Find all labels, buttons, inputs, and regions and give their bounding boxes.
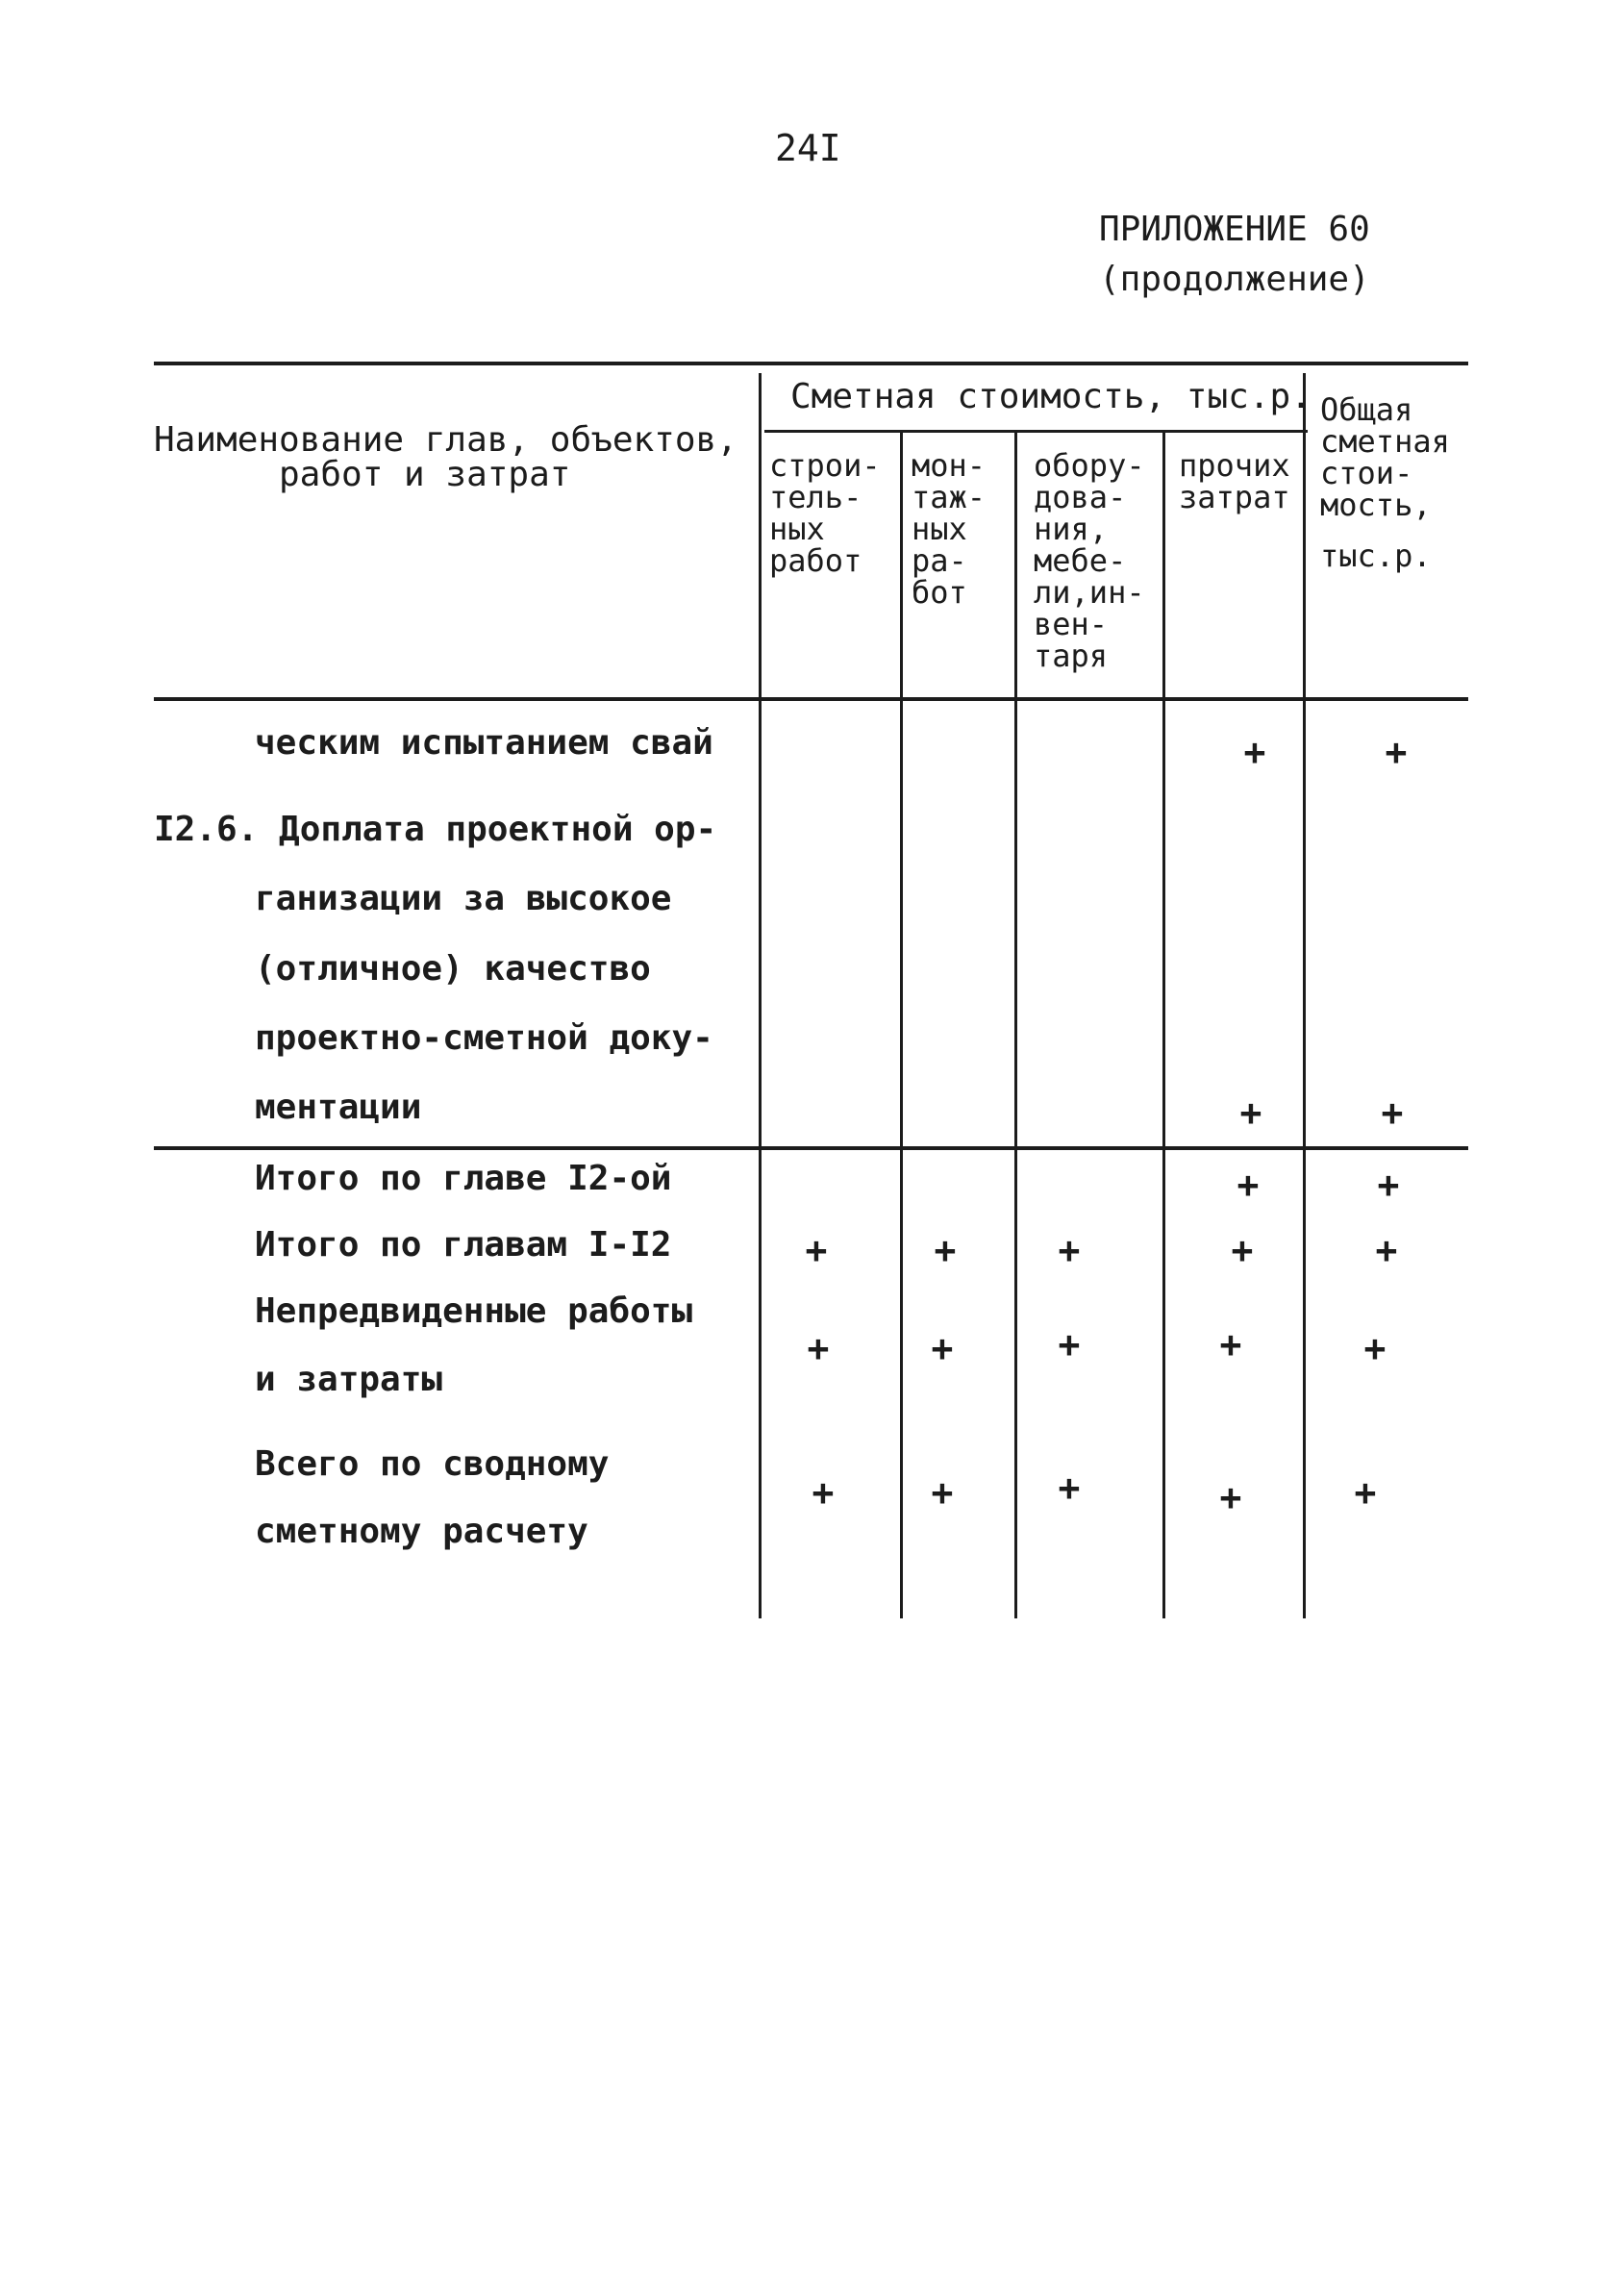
table-cell-mark: + [1058,1466,1081,1509]
table-cell-mark: + [1058,1323,1081,1365]
table-row-label: Итого по главам I-I2 [255,1225,672,1265]
page-number: 24I [775,127,841,169]
appendix-subtitle: (продолжение) [1099,260,1370,299]
appendix-title: ПРИЛОЖЕНИЕ 60 [1099,210,1370,249]
table-cell-mark: + [934,1229,957,1271]
col-divider-2 [900,433,903,1618]
table-cell-mark: + [1375,1229,1398,1271]
table-row-label: сметному расчету [255,1512,588,1551]
table-cell-mark: + [1243,731,1266,773]
header-bottom-rule [154,697,1468,701]
name-column-header: Наименование глав, объектов, работ и затрат [154,420,737,494]
table-cell-mark: + [931,1327,954,1369]
table-row-label: Итого по главе I2-ой [255,1159,672,1198]
table-cell-mark: + [1377,1164,1400,1206]
table-cell-mark: + [1354,1471,1377,1514]
table-row-label: Всего по сводному [255,1444,610,1484]
table-row-label: ментации [255,1088,422,1127]
table-row-label: ганизации за высокое [255,879,672,918]
subheader-construction: строи- тель- ных работ [769,447,881,579]
table-row-label: Непредвиденные работы [255,1291,693,1331]
subheader-installation: мон- таж- ных ра- бот [912,447,987,611]
table-cell-mark: + [1219,1323,1242,1365]
table-row-label: и затраты [255,1360,443,1399]
col-divider-5 [1303,373,1306,1618]
table-row-label: ческим испытанием свай [255,723,713,763]
table-row-label: I2.6. Доплата проектной ор- [154,810,717,849]
table-cell-mark: + [1219,1476,1242,1518]
subheader-other-costs: прочих затрат [1179,447,1290,515]
table-row-label: проектно-сметной доку- [255,1018,713,1058]
table-cell-mark: + [807,1327,830,1369]
col-divider-4 [1162,433,1165,1618]
table-cell-mark: + [1385,731,1408,773]
table-top-rule [154,362,1468,365]
table-cell-mark: + [1363,1327,1387,1369]
table-cell-mark: + [931,1471,954,1514]
col-divider-1 [759,373,762,1618]
table-cell-mark: + [1231,1229,1254,1271]
table-cell-mark: + [812,1471,835,1514]
table-cell-mark: + [1237,1164,1260,1206]
col-divider-3 [1014,433,1017,1618]
total-cost-header: Общая сметная стои- мость, тыс.р. [1320,391,1450,574]
table-cell-mark: + [1239,1091,1262,1134]
group-header-rule [764,430,1308,433]
table-cell-mark: + [1058,1229,1081,1271]
table-row-label: (отличное) качество [255,949,651,989]
table-cell-mark: + [805,1229,828,1271]
subtotal-rule [154,1146,1468,1150]
subheader-equipment: обору- дова- ния, мебе- ли,ин- вен- таря [1034,447,1145,674]
group-header: Сметная стоимость, тыс.р. [790,377,1312,416]
table-cell-mark: + [1381,1091,1404,1134]
